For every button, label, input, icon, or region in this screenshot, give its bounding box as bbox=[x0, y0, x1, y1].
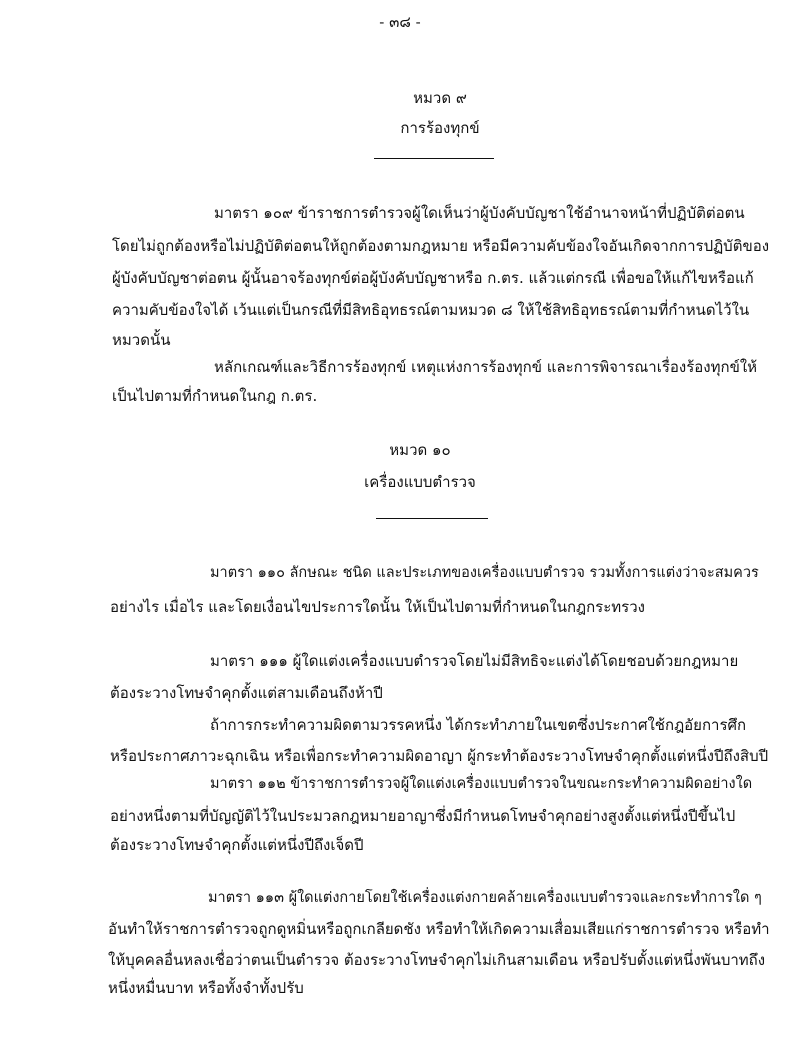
chapter-10-heading: หมวด ๑๐ bbox=[389, 441, 451, 459]
paragraph-line: ถ้าการกระทำความผิดตามวรรคหนึ่ง ได้กระทำภายในเขตซึ่งประกาศใช้กฎอัยการศึก bbox=[210, 716, 747, 734]
paragraph-line: มาตรา ๑๑๐ ลักษณะ ชนิด และประเภทของเครื่องแบบตำรวจ รวมทั้งการแต่งว่าจะสมควร bbox=[210, 565, 759, 581]
paragraph-line: ความคับข้องใจได้ เว้นแต่เป็นกรณีที่มีสิทธิอุทธรณ์ตามหมวด ๘ ให้ใช้สิทธิอุทธรณ์ตามที่กำหนดไว้ใน bbox=[112, 301, 750, 319]
paragraph-line: หมวดนั้น bbox=[112, 331, 171, 349]
paragraph-line: อย่างหนึ่งตามที่บัญญัติไว้ในประมวลกฎหมายอาญาซึ่งมีกำหนดโทษจำคุกอย่างสูงตั้งแต่หนึ่งปีขึ้นไป bbox=[110, 807, 736, 825]
chapter-10-divider bbox=[376, 518, 488, 519]
paragraph-line: อย่างไร เมื่อไร และโดยเงื่อนไขประการใดนั้น ให้เป็นไปตามที่กำหนดในกฎกระทรวง bbox=[110, 598, 645, 616]
paragraph-line: เป็นไปตามที่กำหนดในกฎ ก.ตร. bbox=[112, 387, 318, 405]
paragraph-line: อันทำให้ราชการตำรวจถูกดูหมิ่นหรือถูกเกลียดชัง หรือทำให้เกิดความเสื่อมเสียแก่ราชการตำรวจ หรือทำ bbox=[108, 920, 770, 938]
paragraph-line: หลักเกณฑ์และวิธีการร้องทุกข์ เหตุแห่งการร้องทุกข์ และการพิจารณาเรื่องร้องทุกข์ให้ bbox=[214, 358, 758, 376]
paragraph-line: ต้องระวางโทษจำคุกตั้งแต่หนึ่งปีถึงเจ็ดปี bbox=[110, 836, 364, 854]
paragraph-line: มาตรา ๑๑๒ ข้าราชการตำรวจผู้ใดแต่งเครื่องแบบตำรวจในขณะกระทำความผิดอย่างใด bbox=[210, 776, 753, 792]
paragraph-line: โดยไม่ถูกต้องหรือไม่ปฏิบัติต่อตนให้ถูกต้องตามกฎหมาย หรือมีความคับข้องใจอันเกิดจากการปฏิบัติของ bbox=[112, 237, 770, 255]
paragraph-line: มาตรา ๑๑๑ ผู้ใดแต่งเครื่องแบบตำรวจโดยไม่มีสิทธิจะแต่งได้โดยชอบด้วยกฎหมาย bbox=[210, 652, 739, 670]
paragraph-line: มาตรา ๑๑๓ ผู้ใดแต่งกายโดยใช้เครื่องแต่งกายคล้ายเครื่องแบบตำรวจและกระทำการใด ๆ bbox=[208, 890, 762, 906]
paragraph-line: ต้องระวางโทษจำคุกตั้งแต่สามเดือนถึงห้าปี bbox=[110, 684, 383, 702]
paragraph-line: มาตรา ๑๐๙ ข้าราชการตำรวจผู้ใดเห็นว่าผู้บังคับบัญชาใช้อำนาจหน้าที่ปฏิบัติต่อตน bbox=[214, 204, 745, 222]
chapter-9-divider bbox=[374, 158, 494, 159]
page-number: - ๓๘ - bbox=[379, 13, 421, 31]
paragraph-line: ผู้บังคับบัญชาต่อตน ผู้นั้นอาจร้องทุกข์ต่อผู้บังคับบัญชาหรือ ก.ตร. แล้วแต่กรณี เพื่อขอให้แก้ไขหรือแก้ bbox=[112, 269, 754, 287]
paragraph-line: หรือประกาศภาวะฉุกเฉิน หรือเพื่อกระทำความผิดอาญา ผู้กระทำต้องระวางโทษจำคุกตั้งแต่หนึ่งปีถึงสิบปี bbox=[110, 747, 769, 765]
chapter-9-title: การร้องทุกข์ bbox=[400, 119, 480, 137]
paragraph-line: หนึ่งหมื่นบาท หรือทั้งจำทั้งปรับ bbox=[108, 979, 304, 997]
chapter-9-heading: หมวด ๙ bbox=[413, 89, 467, 107]
chapter-10-title: เครื่องแบบตำรวจ bbox=[364, 473, 476, 491]
paragraph-line: ให้บุคคลอื่นหลงเชื่อว่าตนเป็นตำรวจ ต้องระวางโทษจำคุกไม่เกินสามเดือน หรือปรับตั้งแต่หนึ่งพันบาทถึง bbox=[108, 951, 766, 969]
